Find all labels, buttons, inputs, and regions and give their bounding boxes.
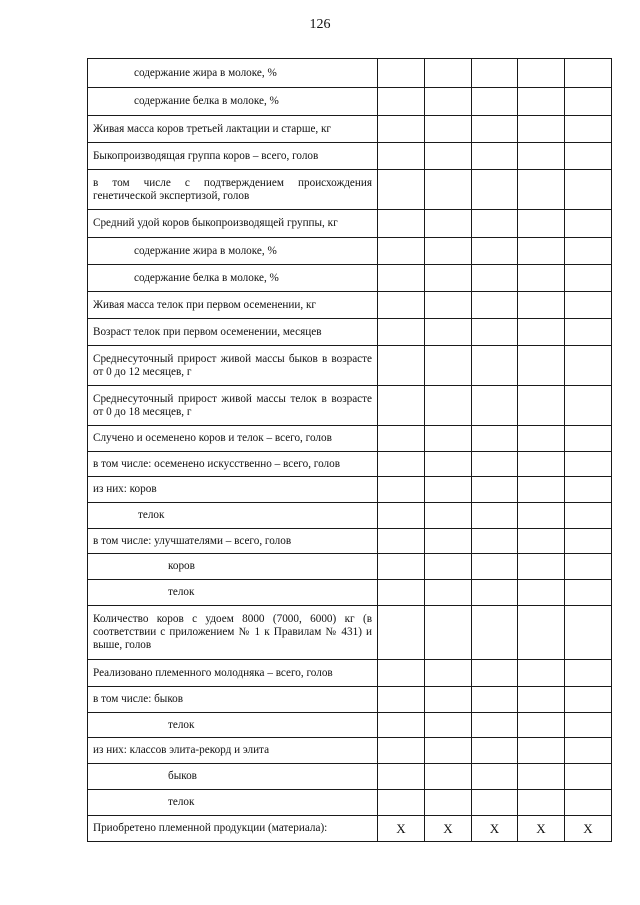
value-cell[interactable] bbox=[565, 503, 612, 529]
table-row bbox=[88, 170, 612, 210]
table-row bbox=[88, 386, 612, 426]
table-row bbox=[88, 713, 612, 738]
value-cell[interactable] bbox=[378, 687, 425, 713]
page-number: 126 bbox=[309, 17, 331, 32]
value-cell[interactable] bbox=[518, 580, 565, 606]
table-row bbox=[88, 346, 612, 386]
row-label: Количество коров с удоем 8000 (7000, 6000) кг (в соответствии с приложением № 1 к Правилам № 431) и выше, голов bbox=[88, 606, 378, 660]
value-cell[interactable] bbox=[425, 738, 472, 764]
value-cell[interactable] bbox=[472, 292, 518, 319]
value-cell[interactable] bbox=[425, 529, 472, 554]
table-row bbox=[88, 116, 612, 143]
value-cell[interactable] bbox=[565, 59, 612, 88]
row-label: Случено и осеменено коров и телок – всего, голов bbox=[88, 426, 378, 452]
row-label: Возраст телок при первом осеменении, месяцев bbox=[88, 319, 378, 346]
value-cell[interactable] bbox=[425, 292, 472, 319]
value-cell[interactable] bbox=[425, 660, 472, 687]
value-cell[interactable] bbox=[378, 143, 425, 170]
value-cell[interactable] bbox=[472, 477, 518, 503]
value-cell[interactable] bbox=[378, 346, 425, 386]
row-label: из них: классов элита-рекорд и элита bbox=[88, 738, 378, 764]
value-cell[interactable] bbox=[425, 503, 472, 529]
value-cell[interactable] bbox=[378, 265, 425, 292]
row-label: в том числе: быков bbox=[88, 687, 378, 713]
value-cell[interactable] bbox=[565, 88, 612, 116]
value-cell[interactable] bbox=[472, 426, 518, 452]
value-cell[interactable] bbox=[565, 386, 612, 426]
value-cell[interactable] bbox=[518, 170, 565, 210]
table-row bbox=[88, 790, 612, 816]
value-cell[interactable] bbox=[518, 116, 565, 143]
value-cell[interactable] bbox=[565, 426, 612, 452]
row-label: телок bbox=[88, 503, 378, 529]
value-cell[interactable] bbox=[378, 529, 425, 554]
value-cell[interactable] bbox=[425, 170, 472, 210]
value-cell[interactable] bbox=[425, 210, 472, 238]
value-cell[interactable] bbox=[425, 580, 472, 606]
value-cell[interactable] bbox=[565, 764, 612, 790]
value-cell[interactable] bbox=[378, 503, 425, 529]
table-row bbox=[88, 606, 612, 660]
table-row bbox=[88, 426, 612, 452]
value-cell[interactable] bbox=[472, 386, 518, 426]
value-cell[interactable] bbox=[425, 386, 472, 426]
table-row bbox=[88, 143, 612, 170]
value-cell[interactable]: Х bbox=[472, 816, 518, 842]
value-cell[interactable] bbox=[518, 426, 565, 452]
value-cell[interactable] bbox=[518, 738, 565, 764]
value-cell[interactable] bbox=[565, 738, 612, 764]
value-cell[interactable] bbox=[378, 319, 425, 346]
livestock-report-table bbox=[87, 58, 612, 842]
value-cell[interactable] bbox=[518, 687, 565, 713]
value-cell[interactable] bbox=[472, 529, 518, 554]
value-cell[interactable] bbox=[378, 116, 425, 143]
value-cell[interactable] bbox=[518, 238, 565, 265]
value-cell[interactable] bbox=[378, 426, 425, 452]
value-cell[interactable] bbox=[565, 713, 612, 738]
value-cell[interactable] bbox=[425, 764, 472, 790]
value-cell[interactable] bbox=[425, 790, 472, 816]
row-label: в том числе с подтверждением происхождения генетической экспертизой, голов bbox=[88, 170, 378, 210]
value-cell[interactable] bbox=[425, 554, 472, 580]
value-cell[interactable] bbox=[425, 713, 472, 738]
value-cell[interactable] bbox=[425, 116, 472, 143]
row-label: коров bbox=[88, 554, 378, 580]
value-cell[interactable] bbox=[565, 606, 612, 660]
row-label: содержание белка в молоке, % bbox=[88, 265, 378, 292]
row-label: Среднесуточный прирост живой массы быков в возрасте от 0 до 12 месяцев, г bbox=[88, 346, 378, 386]
value-cell[interactable] bbox=[565, 292, 612, 319]
value-cell[interactable] bbox=[378, 660, 425, 687]
row-label: Среднесуточный прирост живой массы телок в возрасте от 0 до 18 месяцев, г bbox=[88, 386, 378, 426]
value-cell[interactable] bbox=[518, 265, 565, 292]
row-label: Реализовано племенного молодняка – всего, голов bbox=[88, 660, 378, 687]
row-label: телок bbox=[88, 790, 378, 816]
value-cell[interactable] bbox=[378, 59, 425, 88]
value-cell[interactable] bbox=[472, 319, 518, 346]
value-cell[interactable] bbox=[472, 687, 518, 713]
value-cell[interactable] bbox=[472, 170, 518, 210]
row-label: Быкопроизводящая группа коров – всего, голов bbox=[88, 143, 378, 170]
value-cell[interactable] bbox=[518, 554, 565, 580]
value-cell[interactable] bbox=[565, 116, 612, 143]
value-cell[interactable] bbox=[378, 292, 425, 319]
row-label: телок bbox=[88, 580, 378, 606]
table-row bbox=[88, 580, 612, 606]
table-row bbox=[88, 554, 612, 580]
value-cell[interactable] bbox=[518, 660, 565, 687]
value-cell[interactable] bbox=[565, 529, 612, 554]
value-cell[interactable] bbox=[565, 319, 612, 346]
value-cell[interactable] bbox=[472, 238, 518, 265]
value-cell[interactable] bbox=[518, 88, 565, 116]
value-cell[interactable] bbox=[518, 713, 565, 738]
value-cell[interactable] bbox=[518, 143, 565, 170]
row-label: содержание белка в молоке, % bbox=[88, 88, 378, 116]
value-cell[interactable] bbox=[565, 554, 612, 580]
value-cell[interactable]: Х bbox=[425, 816, 472, 842]
value-cell[interactable] bbox=[472, 210, 518, 238]
value-cell[interactable] bbox=[378, 210, 425, 238]
value-cell[interactable] bbox=[565, 346, 612, 386]
value-cell[interactable] bbox=[378, 88, 425, 116]
value-cell[interactable] bbox=[565, 660, 612, 687]
value-cell[interactable] bbox=[472, 88, 518, 116]
table-row bbox=[88, 738, 612, 764]
value-cell[interactable] bbox=[518, 477, 565, 503]
value-cell[interactable] bbox=[518, 210, 565, 238]
value-cell[interactable] bbox=[378, 238, 425, 265]
table-row bbox=[88, 319, 612, 346]
value-cell[interactable] bbox=[472, 59, 518, 88]
value-cell[interactable] bbox=[518, 452, 565, 477]
value-cell[interactable] bbox=[518, 764, 565, 790]
table-row bbox=[88, 529, 612, 554]
value-cell[interactable] bbox=[565, 265, 612, 292]
value-cell[interactable] bbox=[565, 170, 612, 210]
table-row bbox=[88, 660, 612, 687]
value-cell[interactable] bbox=[518, 59, 565, 88]
row-label: содержание жира в молоке, % bbox=[88, 238, 378, 265]
value-cell[interactable] bbox=[378, 554, 425, 580]
row-label: в том числе: улучшателями – всего, голов bbox=[88, 529, 378, 554]
value-cell[interactable] bbox=[472, 738, 518, 764]
value-cell[interactable] bbox=[472, 346, 518, 386]
value-cell[interactable] bbox=[425, 477, 472, 503]
row-label: быков bbox=[88, 764, 378, 790]
value-cell[interactable] bbox=[425, 426, 472, 452]
value-cell[interactable] bbox=[378, 477, 425, 503]
value-cell[interactable] bbox=[425, 346, 472, 386]
value-cell[interactable] bbox=[378, 606, 425, 660]
table-row bbox=[88, 452, 612, 477]
value-cell[interactable] bbox=[425, 238, 472, 265]
value-cell[interactable] bbox=[472, 606, 518, 660]
value-cell[interactable] bbox=[472, 713, 518, 738]
value-cell[interactable] bbox=[518, 790, 565, 816]
value-cell[interactable] bbox=[425, 687, 472, 713]
value-cell[interactable]: Х bbox=[565, 816, 612, 842]
value-cell[interactable] bbox=[425, 88, 472, 116]
value-cell[interactable] bbox=[378, 580, 425, 606]
row-label: в том числе: осеменено искусственно – всего, голов bbox=[88, 452, 378, 477]
value-cell[interactable] bbox=[378, 713, 425, 738]
table-row bbox=[88, 477, 612, 503]
value-cell[interactable] bbox=[472, 143, 518, 170]
row-label: Приобретено племенной продукции (материала): bbox=[88, 816, 378, 842]
table-row bbox=[88, 292, 612, 319]
table-row bbox=[88, 764, 612, 790]
value-cell[interactable] bbox=[472, 580, 518, 606]
value-cell[interactable]: Х bbox=[518, 816, 565, 842]
table-row bbox=[88, 210, 612, 238]
value-cell[interactable] bbox=[472, 265, 518, 292]
value-cell[interactable] bbox=[565, 143, 612, 170]
value-cell[interactable]: Х bbox=[378, 816, 425, 842]
value-cell[interactable] bbox=[565, 210, 612, 238]
value-cell[interactable] bbox=[565, 452, 612, 477]
value-cell[interactable] bbox=[565, 790, 612, 816]
value-cell[interactable] bbox=[472, 554, 518, 580]
value-cell[interactable] bbox=[472, 660, 518, 687]
row-label: телок bbox=[88, 713, 378, 738]
value-cell[interactable] bbox=[565, 477, 612, 503]
value-cell[interactable] bbox=[378, 764, 425, 790]
table-row bbox=[88, 238, 612, 265]
value-cell[interactable] bbox=[565, 580, 612, 606]
value-cell[interactable] bbox=[425, 452, 472, 477]
value-cell[interactable] bbox=[518, 386, 565, 426]
table-row bbox=[88, 88, 612, 116]
table-row bbox=[88, 265, 612, 292]
table-row bbox=[88, 687, 612, 713]
value-cell[interactable] bbox=[425, 606, 472, 660]
value-cell[interactable] bbox=[565, 687, 612, 713]
table-row bbox=[88, 59, 612, 88]
value-cell[interactable] bbox=[518, 606, 565, 660]
value-cell[interactable] bbox=[378, 386, 425, 426]
row-label: Живая масса коров третьей лактации и старше, кг bbox=[88, 116, 378, 143]
value-cell[interactable] bbox=[518, 292, 565, 319]
value-cell[interactable] bbox=[425, 319, 472, 346]
row-label: Живая масса телок при первом осеменении, кг bbox=[88, 292, 378, 319]
value-cell[interactable] bbox=[378, 790, 425, 816]
value-cell[interactable] bbox=[472, 790, 518, 816]
value-cell[interactable] bbox=[425, 143, 472, 170]
value-cell[interactable] bbox=[518, 503, 565, 529]
value-cell[interactable] bbox=[518, 319, 565, 346]
value-cell[interactable] bbox=[565, 238, 612, 265]
value-cell[interactable] bbox=[378, 452, 425, 477]
value-cell[interactable] bbox=[472, 452, 518, 477]
row-label: Средний удой коров быкопроизводящей группы, кг bbox=[88, 210, 378, 238]
value-cell[interactable] bbox=[518, 529, 565, 554]
row-label: содержание жира в молоке, % bbox=[88, 59, 378, 88]
table-row bbox=[88, 816, 612, 842]
value-cell[interactable] bbox=[472, 764, 518, 790]
value-cell[interactable] bbox=[472, 116, 518, 143]
row-label: из них: коров bbox=[88, 477, 378, 503]
value-cell[interactable] bbox=[378, 170, 425, 210]
table-body bbox=[88, 59, 612, 842]
value-cell[interactable] bbox=[518, 346, 565, 386]
value-cell[interactable] bbox=[378, 738, 425, 764]
value-cell[interactable] bbox=[472, 503, 518, 529]
value-cell[interactable] bbox=[425, 265, 472, 292]
table-row bbox=[88, 503, 612, 529]
value-cell[interactable] bbox=[425, 59, 472, 88]
